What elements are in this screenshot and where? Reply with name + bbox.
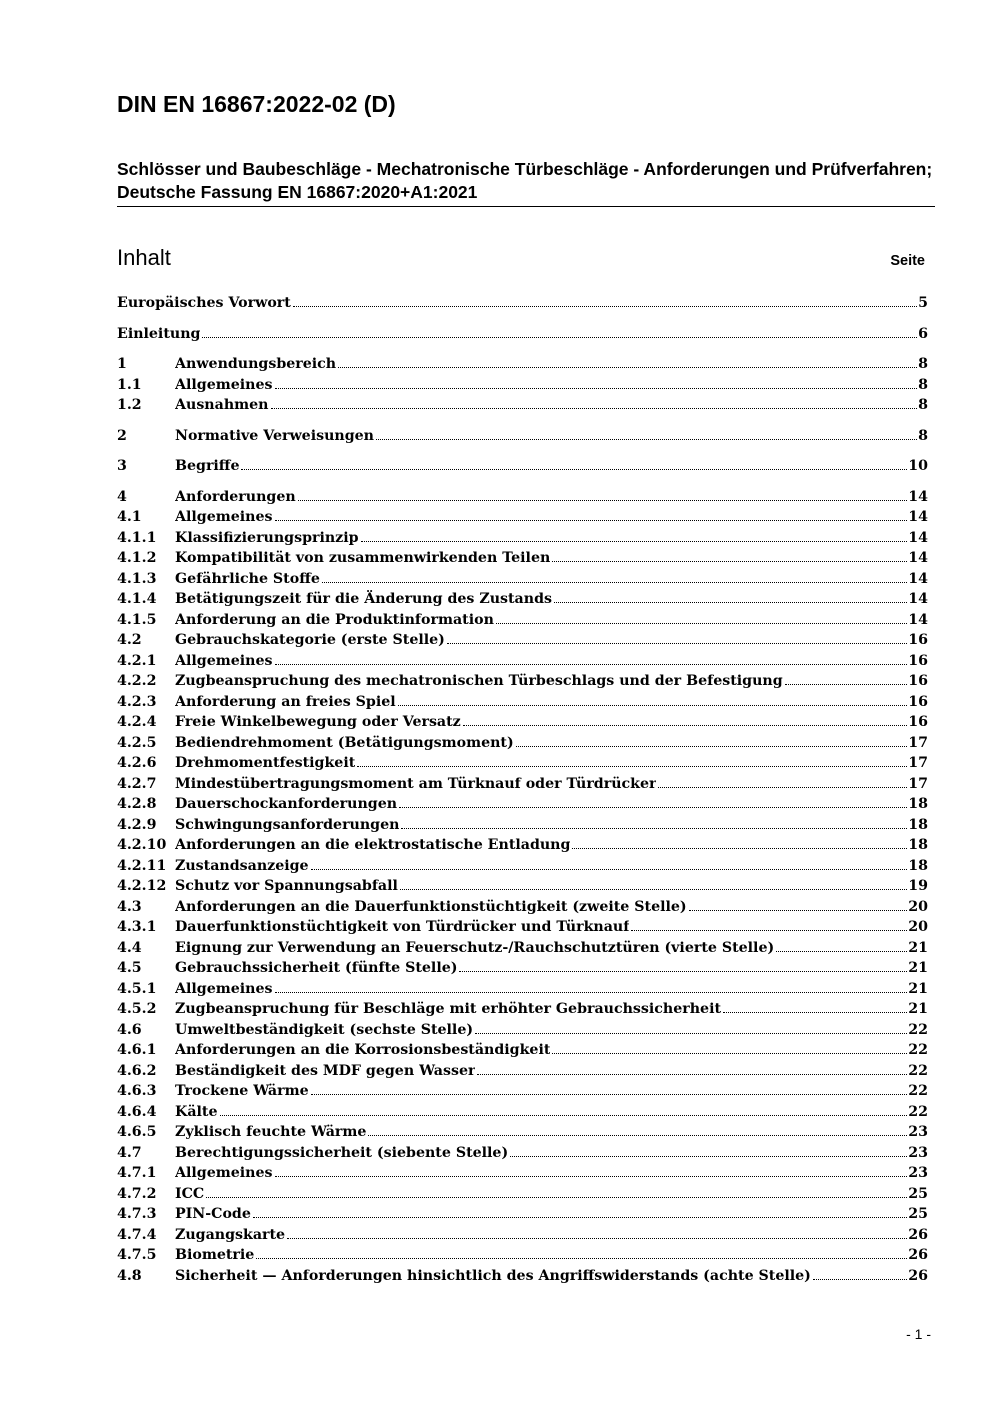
toc-entry-number: 4.3: [117, 898, 142, 915]
toc-entry-label: Gebrauchskategorie (erste Stelle): [175, 632, 445, 648]
toc-entry[interactable]: [117, 1102, 928, 1123]
toc-dot-leader: [376, 439, 917, 440]
toc-entry-page: 5: [918, 295, 928, 311]
toc-dot-leader: [206, 1197, 907, 1198]
document-id: DIN EN 16867:2022-02 (D): [117, 91, 396, 117]
toc-entry-number: 4.1.4: [117, 591, 157, 607]
toc-entry[interactable]: [117, 876, 928, 897]
toc-entry-number: 4.6.3: [117, 1083, 157, 1099]
toc-entry-number: 4.7: [117, 1144, 142, 1161]
toc-dot-leader: [368, 1135, 907, 1136]
toc-entry-number: 4.2.1: [117, 652, 157, 669]
toc-dot-leader: [463, 725, 908, 726]
toc-dot-leader: [776, 951, 907, 952]
toc-dot-leader: [338, 367, 917, 368]
toc-dot-leader: [658, 787, 907, 788]
toc-entry-number: 4.2.4: [117, 714, 157, 730]
toc-entry[interactable]: [117, 1184, 928, 1205]
toc-dot-leader: [220, 1115, 908, 1116]
toc-entry[interactable]: [117, 324, 928, 345]
toc-dot-leader: [271, 408, 918, 409]
toc-entry-label: Biometrie: [175, 1247, 255, 1263]
toc-dot-leader: [723, 1012, 907, 1013]
toc-entry-label: Schwingungsanforderungen: [175, 816, 400, 833]
toc-entry-number: 4.2.11: [117, 857, 167, 874]
toc-entry[interactable]: [117, 999, 928, 1020]
toc-dot-leader: [554, 602, 907, 603]
toc-entry[interactable]: [117, 856, 928, 877]
toc-dot-leader: [496, 623, 907, 624]
toc-entry-label: Anforderungen: [175, 488, 296, 505]
toc-entry-page: 10: [908, 458, 928, 474]
toc-entry[interactable]: [117, 712, 928, 733]
toc-dot-leader: [631, 930, 907, 931]
toc-entry-label: Normative Verweisungen: [175, 427, 374, 444]
toc-dot-leader: [459, 971, 907, 972]
toc-entry-page: 6: [918, 325, 928, 342]
toc-entry-number: 4.2.8: [117, 796, 157, 812]
toc-entry-page: 16: [908, 714, 928, 730]
toc-entry-label: Trockene Wärme: [175, 1083, 309, 1099]
toc-dot-leader: [253, 1217, 907, 1218]
toc-entry[interactable]: [117, 651, 928, 672]
toc-entry-number: 4.1.1: [117, 529, 157, 546]
toc-entry-page: 19: [908, 878, 928, 894]
toc-entry-number: 4.2.5: [117, 734, 157, 751]
toc-entry-page: 25: [908, 1206, 928, 1222]
toc-entry-label: Begriffe: [175, 458, 240, 474]
toc-entry-page: 14: [908, 591, 928, 607]
toc-dot-leader: [510, 1156, 907, 1157]
toc-entry[interactable]: [117, 692, 928, 713]
toc-entry-page: 17: [908, 734, 928, 751]
toc-entry-label: Drehmomentfestigkeit: [175, 755, 356, 771]
toc-dot-leader: [401, 828, 907, 829]
toc-entry[interactable]: [117, 528, 928, 549]
toc-entry-label: Anforderungen an die Korrosionsbeständigkeit: [175, 1042, 551, 1058]
toc-entry-label: Kompatibilität von zusammenwirkenden Teilen: [175, 550, 551, 566]
toc-dot-leader: [785, 684, 908, 685]
toc-entry-page: 26: [908, 1247, 928, 1263]
toc-entry-number: 4: [117, 488, 127, 505]
toc-entry-page: 20: [908, 898, 928, 915]
toc-entry[interactable]: [117, 610, 928, 631]
toc-entry[interactable]: [117, 1204, 928, 1225]
toc-entry-label: Dauerschockanforderungen: [175, 796, 398, 812]
toc-entry-number: 4.1.5: [117, 611, 157, 628]
toc-entry-number: 4.7.2: [117, 1185, 157, 1202]
toc-entry-page: 22: [908, 1103, 928, 1120]
toc-entry[interactable]: [117, 1122, 928, 1143]
toc-entry-label: Zyklisch feuchte Wärme: [175, 1124, 367, 1140]
toc-entry-number: 4.3.1: [117, 919, 157, 935]
page-number: - 1 -: [906, 1326, 931, 1342]
toc-dot-leader: [477, 1074, 907, 1075]
toc-entry-label: Betätigungszeit für die Änderung des Zustands: [175, 591, 552, 607]
toc-entry-number: 1.2: [117, 397, 142, 413]
toc-entry-number: 4.6.2: [117, 1062, 157, 1079]
toc-entry-number: 4.6: [117, 1021, 142, 1038]
toc-entry[interactable]: [117, 375, 928, 396]
toc-dot-leader: [311, 1094, 908, 1095]
toc-dot-leader: [399, 807, 907, 808]
toc-entry-page: 23: [908, 1165, 928, 1181]
toc-entry[interactable]: [117, 395, 928, 416]
toc-dot-leader: [552, 1053, 907, 1054]
toc-entry[interactable]: [117, 426, 928, 447]
toc-dot-leader: [357, 766, 907, 767]
toc-dot-leader: [287, 1238, 907, 1239]
toc-entry-page: 21: [908, 1001, 928, 1017]
toc-dot-leader: [475, 1033, 907, 1034]
toc-entry[interactable]: [117, 293, 928, 314]
toc-entry-label: Bediendrehmoment (Betätigungsmoment): [175, 734, 514, 751]
toc-entry-number: 2: [117, 427, 127, 444]
toc-entry[interactable]: [117, 569, 928, 590]
toc-dot-leader: [322, 582, 907, 583]
toc-entry-page: 26: [908, 1267, 928, 1284]
toc-entry-label: Allgemeines: [175, 652, 273, 669]
toc-entry-label: Anwendungsbereich: [175, 356, 337, 372]
toc-entry[interactable]: [117, 1143, 928, 1164]
toc-entry-label: Schutz vor Spannungsabfall: [175, 878, 398, 894]
toc-entry-page: 16: [908, 673, 928, 689]
toc-entry-page: 26: [908, 1226, 928, 1243]
toc-entry-page: 18: [908, 837, 928, 853]
toc-entry-label: Anforderung an freies Spiel: [175, 693, 396, 710]
toc-entry-number: 4.5.2: [117, 1001, 157, 1017]
toc-entry-number: 4.2.6: [117, 755, 157, 771]
toc-entry-number: 4.2.10: [117, 837, 167, 853]
toc-entry-label: Anforderungen an die elektrostatische Entladung: [175, 837, 571, 853]
toc-entry-number: 4.6.1: [117, 1042, 157, 1058]
toc-entry-page: 14: [908, 488, 928, 505]
toc-entry[interactable]: [117, 1266, 928, 1287]
toc-entry[interactable]: [117, 835, 928, 856]
document-title: Schlösser und Baubeschläge - Mechatronische Türbeschläge - Anforderungen und Prüfverfahren; Deutsche Fassung EN 16867:2020+A1:2021: [117, 159, 933, 202]
toc-entry-label: Europäisches Vorwort: [117, 295, 291, 311]
toc-entry-number: 4.7.1: [117, 1165, 157, 1181]
toc-entry-page: 18: [908, 857, 928, 874]
toc-entry[interactable]: [117, 1061, 928, 1082]
toc-entry-number: 4.2.7: [117, 775, 157, 792]
toc-entry-label: Zustandsanzeige: [175, 857, 309, 874]
toc-entry[interactable]: [117, 507, 928, 528]
toc-entry[interactable]: [117, 979, 928, 1000]
toc-entry-page: 14: [908, 529, 928, 546]
toc-entry-page: 17: [908, 755, 928, 771]
toc-dot-leader: [398, 705, 908, 706]
toc-entry-label: ICC: [175, 1185, 205, 1202]
toc-entry-page: 22: [908, 1062, 928, 1079]
toc-entry-page: 14: [908, 570, 928, 587]
toc-entry-label: Allgemeines: [175, 509, 273, 525]
toc-entry-page: 14: [908, 611, 928, 628]
toc-entry-page: 18: [908, 816, 928, 833]
toc-entry[interactable]: [117, 753, 928, 774]
toc-dot-leader: [813, 1279, 907, 1280]
toc-entry[interactable]: [117, 548, 928, 569]
toc-entry-label: Berechtigungssicherheit (siebente Stelle): [175, 1144, 509, 1161]
toc-entry-page: 17: [908, 775, 928, 792]
toc-entry-number: 4.6.4: [117, 1103, 157, 1120]
toc-heading: Inhalt: [117, 245, 171, 270]
toc-entry-page: 21: [908, 960, 928, 976]
toc-entry-label: Allgemeines: [175, 1165, 273, 1181]
toc-dot-leader: [275, 664, 908, 665]
toc-entry-page: 8: [918, 356, 928, 372]
toc-entry-label: Klassifizierungsprinzip: [175, 529, 359, 546]
toc-entry-page: 8: [918, 397, 928, 413]
toc-entry[interactable]: [117, 354, 928, 375]
toc-entry[interactable]: [117, 1163, 928, 1184]
toc-entry-number: 4.7.4: [117, 1226, 157, 1243]
toc-entry-page: 8: [918, 376, 928, 393]
toc-dot-leader: [298, 500, 908, 501]
toc-entry-label: Dauerfunktionstüchtigkeit von Türdrücker und Türknauf: [175, 919, 630, 935]
toc-entry-page: 22: [908, 1021, 928, 1038]
toc-entry-number: 4.2.2: [117, 673, 157, 689]
toc-entry-label: Eignung zur Verwendung an Feuerschutz-/Rauchschutztüren (vierte Stelle): [175, 939, 775, 956]
toc-entry-number: 4.6.5: [117, 1124, 157, 1140]
toc-entry-page: 22: [908, 1042, 928, 1058]
toc-entry[interactable]: [117, 1020, 928, 1041]
toc-entry-number: 4.2: [117, 632, 142, 648]
toc-entry-page: 14: [908, 550, 928, 566]
toc-entry[interactable]: [117, 1245, 928, 1266]
toc-entry[interactable]: [117, 487, 928, 508]
table-of-contents: [117, 293, 928, 1286]
toc-entry[interactable]: [117, 815, 928, 836]
toc-entry-number: 4.2.9: [117, 816, 157, 833]
toc-entry-label: Freie Winkelbewegung oder Versatz: [175, 714, 461, 730]
toc-dot-leader: [689, 910, 908, 911]
toc-entry[interactable]: [117, 774, 928, 795]
toc-entry[interactable]: [117, 794, 928, 815]
toc-dot-leader: [202, 337, 917, 338]
toc-entry-label: Gefährliche Stoffe: [175, 570, 320, 587]
toc-entry-page: 22: [908, 1083, 928, 1099]
toc-entry-number: 1.1: [117, 376, 142, 393]
toc-dot-leader: [241, 469, 907, 470]
toc-entry-number: 4.5: [117, 960, 142, 976]
toc-entry-number: 4.8: [117, 1267, 142, 1284]
toc-entry-number: 4.2.12: [117, 878, 167, 894]
toc-entry-label: Mindestübertragungsmoment am Türknauf oder Türdrücker: [175, 775, 657, 792]
toc-entry-label: Gebrauchssicherheit (fünfte Stelle): [175, 960, 458, 976]
toc-entry-label: Allgemeines: [175, 376, 273, 393]
toc-entry-label: PIN-Code: [175, 1206, 251, 1222]
title-divider: [117, 206, 935, 207]
toc-entry-page: 20: [908, 919, 928, 935]
toc-entry-number: 4.1.2: [117, 550, 157, 566]
toc-entry[interactable]: [117, 1225, 928, 1246]
toc-page-column-label: Seite: [890, 253, 925, 269]
toc-dot-leader: [275, 520, 908, 521]
toc-entry-page: 14: [908, 509, 928, 525]
toc-dot-leader: [275, 1176, 908, 1177]
toc-entry-label: Zugbeanspruchung des mechatronischen Türbeschlags und der Befestigung: [175, 673, 783, 689]
toc-entry-number: 4.1.3: [117, 570, 157, 587]
toc-entry[interactable]: [117, 1040, 928, 1061]
toc-entry-page: 8: [918, 427, 928, 444]
toc-dot-leader: [275, 388, 918, 389]
toc-dot-leader: [311, 869, 908, 870]
toc-entry-number: 4.4: [117, 939, 142, 956]
toc-dot-leader: [256, 1258, 907, 1259]
toc-entry-page: 16: [908, 632, 928, 648]
toc-entry-page: 16: [908, 693, 928, 710]
toc-entry[interactable]: [117, 733, 928, 754]
toc-entry-number: 4.5.1: [117, 980, 157, 997]
toc-entry-number: 4.7.5: [117, 1247, 157, 1263]
toc-entry[interactable]: [117, 671, 928, 692]
toc-entry-label: Beständigkeit des MDF gegen Wasser: [175, 1062, 476, 1079]
toc-entry-label: Kälte: [175, 1103, 218, 1120]
toc-entry-number: 4.7.3: [117, 1206, 157, 1222]
toc-entry[interactable]: [117, 958, 928, 979]
toc-entry-label: Einleitung: [117, 325, 201, 342]
toc-entry[interactable]: [117, 456, 928, 477]
toc-entry-label: Zugangskarte: [175, 1226, 286, 1243]
toc-entry-number: 4.2.3: [117, 693, 157, 710]
toc-entry[interactable]: [117, 589, 928, 610]
toc-entry-page: 21: [908, 939, 928, 956]
toc-entry-page: 23: [908, 1124, 928, 1140]
toc-entry-number: 3: [117, 458, 127, 474]
toc-entry-number: 4.1: [117, 509, 142, 525]
toc-dot-leader: [400, 889, 907, 890]
toc-entry-label: Umweltbeständigkeit (sechste Stelle): [175, 1021, 474, 1038]
toc-dot-leader: [447, 643, 907, 644]
toc-entry-page: 16: [908, 652, 928, 669]
toc-entry-page: 25: [908, 1185, 928, 1202]
toc-entry-label: Zugbeanspruchung für Beschläge mit erhöhter Gebrauchssicherheit: [175, 1001, 722, 1017]
toc-entry-page: 18: [908, 796, 928, 812]
toc-entry[interactable]: [117, 630, 928, 651]
toc-entry-page: 21: [908, 980, 928, 997]
toc-entry[interactable]: [117, 1081, 928, 1102]
toc-entry-page: 23: [908, 1144, 928, 1161]
toc-entry[interactable]: [117, 917, 928, 938]
toc-dot-leader: [552, 561, 907, 562]
toc-entry[interactable]: [117, 897, 928, 918]
toc-dot-leader: [361, 541, 908, 542]
toc-dot-leader: [293, 306, 917, 307]
toc-entry-label: Ausnahmen: [175, 397, 269, 413]
toc-entry[interactable]: [117, 938, 928, 959]
toc-dot-leader: [275, 992, 908, 993]
toc-entry-number: 1: [117, 356, 127, 372]
toc-entry-label: Sicherheit — Anforderungen hinsichtlich des Angriffswiderstands (achte Stelle): [175, 1267, 811, 1284]
toc-entry-label: Allgemeines: [175, 980, 273, 997]
toc-entry-label: Anforderungen an die Dauerfunktionstüchtigkeit (zweite Stelle): [175, 898, 687, 915]
toc-entry-label: Anforderung an die Produktinformation: [175, 611, 494, 628]
toc-dot-leader: [572, 848, 907, 849]
toc-dot-leader: [516, 746, 908, 747]
